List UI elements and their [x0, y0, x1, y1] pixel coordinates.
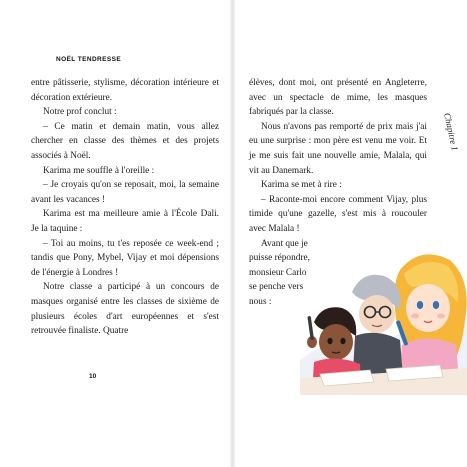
paragraph: Karima se met à rire :	[261, 180, 342, 191]
paragraph: Notre classe a participé à un concours de masques organisé entre les classes de sixième de plusieurs écoles d'art européennes et s'est retrouvée finaliste. Quatre	[31, 282, 219, 337]
running-head: NOËL TENDRESSE	[56, 56, 122, 63]
paragraph-line: nous :	[249, 296, 272, 307]
paragraph-line: monsieur Carlo	[249, 267, 307, 278]
paragraph: – Raconte-moi encore comment Vijay, plus timide qu'une gazelle, s'est mis à roucouler avec Malala !	[249, 194, 427, 234]
page-number: 10	[89, 373, 97, 380]
paragraph: élèves, dont moi, ont présenté en Angleterre, avec un spectacle de mime, les masques fabriqués par la classe.	[249, 78, 427, 118]
paragraph: Karima est ma meilleure amie à l'École Dali. Je la taquine :	[31, 209, 219, 234]
blonde-girl-face	[406, 284, 450, 332]
paragraph: – Je croyais qu'on se reposait, moi, la semaine avant les vacances !	[31, 180, 219, 205]
classroom-illustration	[300, 250, 467, 395]
paragraph: Karima me souffle à l'oreille :	[43, 165, 155, 176]
paragraph: – Toi au moins, tu t'es reposée ce week-end ; tandis que Pony, Mybel, Vijay et moi dépensions de l'énergie à Londres !	[31, 238, 219, 278]
paragraph-line: Avant que je puisse répondre,	[249, 238, 310, 264]
paragraph: Nous n'avons pas remporté de prix mais j'ai eu une surprise : mon père est venu me voir. Et je me suis fait une nouvelle amie, Malala, qui vit au Danemark.	[249, 121, 427, 176]
book-gutter	[230, 0, 235, 467]
chapter-side-title: Chapitre 1	[442, 112, 460, 152]
paragraph: – Ce matin et demain matin, vous allez chercher en classe des thèmes et des projets associés à Noël.	[31, 121, 219, 161]
karima-face	[319, 324, 353, 360]
left-page-text	[31, 76, 219, 339]
paragraph: Notre prof conclut :	[43, 107, 117, 118]
paragraph-line: se penche vers	[249, 282, 304, 293]
paragraph: entre pâtisserie, stylisme, décoration intérieure et décoration extérieure.	[31, 78, 219, 103]
